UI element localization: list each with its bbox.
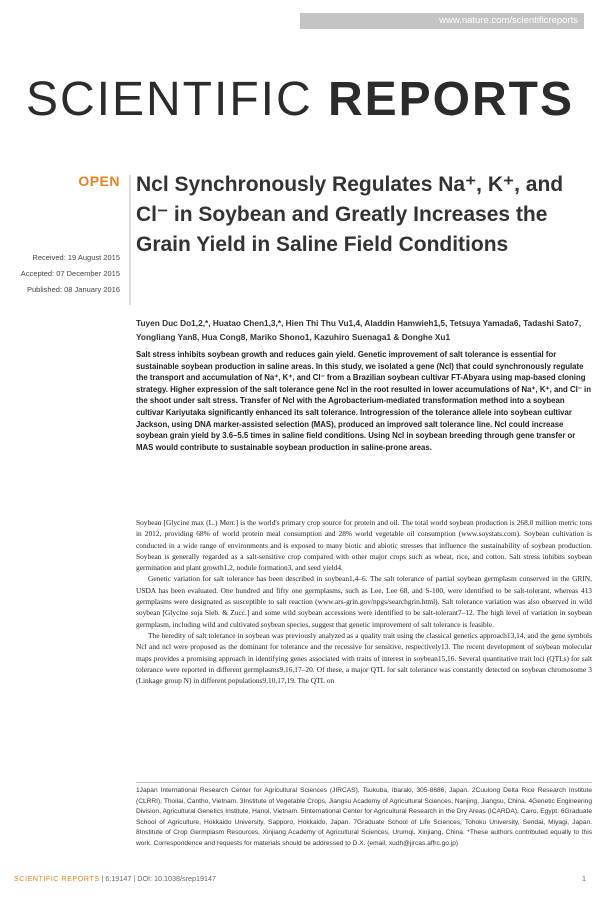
journal-logo-light: SCIENTIFIC — [25, 73, 328, 126]
body-paragraph: Genetic variation for salt tolerance has been described in soybean1,4–6. The salt tolerance of partial soybean germplasm conserved in the GRIN, USDA has been evaluated. One hundred and fifty one germplasms, such as Lee, Lee 68, and S-100, were identified to be salt-tolerant, whereas 413 germplasms were designated as susceptible to salt reaction (www.ars-grin.gov/npgs/searchgrin.html). Salt tolerance variation was also observed in wild soybean [Glycine soja Sieb. & Zucc.] and some wild soybean accessions were identified to be salt-tolerant7–12. The high level of variation in soybean germplasm, including wild and cultivated soybean species, suggest that genetic improvement of salt tolerance is feasible. — [136, 574, 592, 629]
open-access-label: OPEN — [78, 173, 120, 189]
article-title: Ncl Synchronously Regulates Na⁺, K⁺, and Cl⁻ in Soybean and Greatly Increases the Grain Yield in Saline Field Conditions — [136, 173, 564, 256]
body-paragraph: Soybean [Glycine max (L.) Merr.] is the world's primary crop source for protein and oil. The total world soybean production is 268.0 million metric tons in 2012, providing 68% of world protein meal consumption and 28% world vegetable oil consumption (www.soystats.com). Soybean cultivation is conducted in a wide range of environments and is exposed to many biotic and abiotic stresses that influence the sustainability of soybean production. Soybean is generally regarded as a salt-sensitive crop compared with other major crops such as wheat, rice, and cotton. Salt stress inhibits soybean germination and plant growth1,2, nodule formation3, and seed yield4. — [136, 518, 592, 573]
accepted-date: Accepted: 07 December 2015 — [20, 269, 120, 278]
footer-journal: SCIENTIFIC REPORTS — [14, 874, 100, 883]
page-number: 1 — [582, 874, 586, 883]
title-divider — [129, 175, 131, 305]
abstract: Salt stress inhibits soybean growth and reduces gain yield. Genetic improvement of salt tolerance is essential for sustainable soybean production in saline areas. In this study, we isolated a gene (Ncl) that could synchronously regulate the transport and accumulation of Na⁺, K⁺, and Cl⁻ from a Brazilian soybean cultivar FT-Abyara using map-based cloning strategy. Higher expression of the salt tolerance gene Ncl in the root resulted in lower accumulations of Na⁺, K⁺, and Cl⁻ in the shoot under salt stress. Transfer of Ncl with the Agrobacterium-mediated transformation method into a soybean cultivar Kariyutaka significantly enhanced its salt tolerance. Introgression of the tolerance allele into soybean cultivar Jackson, using DNA marker-assisted selection (MAS), produced an improved salt tolerance line. Ncl could increase soybean grain yield by 3.6–5.5 times in saline field conditions. Using Ncl in soybean breeding through gene transfer or MAS would contribute to sustainable soybean production in saline-prone areas. — [136, 350, 591, 452]
page-footer — [14, 874, 586, 883]
footer-doi[interactable]: | 6:19147 | DOI: 10.1038/srep19147 — [99, 874, 216, 883]
affiliation-divider — [136, 782, 592, 783]
article-body — [136, 517, 592, 686]
received-date: Received: 19 August 2015 — [32, 253, 120, 262]
journal-logo-bold: REPORTS — [327, 73, 575, 126]
journal-logo — [0, 70, 600, 130]
body-paragraph: The heredity of salt tolerance in soybean was previously analyzed as a quality trait using the classical genetics approach13,14, and the gene symbols Ncl and ncl were proposed as the dominant for tolerance and the recessive for sensitive, respectively13. The recent development of soybean molecular maps provides a promising approach in identifying genes associated with traits of interest in soybean15,16. Several quantitative trait loci (QTLs) for salt tolerance were reported in different germplasms9,16,17–20. Of these, a major QTL for salt tolerance was constantly detected on soybean chromosome 3 (Linkage group N) in different populations9,10,17,19. The QTL on — [136, 630, 592, 686]
author-list: Tuyen Duc Do1,2,*, Huatao Chen1,3,*, Hien Thi Thu Vu1,4, Aladdin Hamwieh1,5, Tetsuya Yamada6, Tadashi Sato7, Yongliang Yan8, Hua Cong8, Mariko Shono1, Kazuhiro Suenaga1 & Donghe Xu1 — [136, 318, 582, 342]
affiliations: 1Japan International Research Center for Agricultural Sciences (JIRCAS), Tsukuba, Ibaraki, 305-8686, Japan. 2Cuulong Delta Rice Research Institute (CLRRI), Thoilai, Cantho, Vietnam. 3Institute of Vegetable Crops, Jiangsu Academy of Agricultural Sciences, Nanjing, Jiangsu, China. 4Genetic Engineering Division, Agricultural Genetics Institute, Hanoi, Vietnam. 5International Center for Agricultural Research in the Dry Areas (ICARDA), Cairo, Egypt. 6Graduate School of Agriculture, Hokkaido University, Sapporo, Hokkaido, Japan. 7Graduate School of Life Sciences, Tohoku University, Sendai, Miyagi, Japan. 8Institute of Crop Germplasm Resources, Xinjiang Academy of Agricultural Sciences, Urumqi, Xinjiang, China. *These authors contributed equally to this work. Correspondence and requests for materials should be addressed to D.X. (email: xudh@jircas.affrc.go.jp) — [136, 787, 592, 847]
published-date: Published: 08 January 2016 — [27, 285, 120, 294]
journal-url[interactable]: www.nature.com/scientificreports — [300, 13, 584, 29]
footer-citation — [14, 874, 216, 883]
